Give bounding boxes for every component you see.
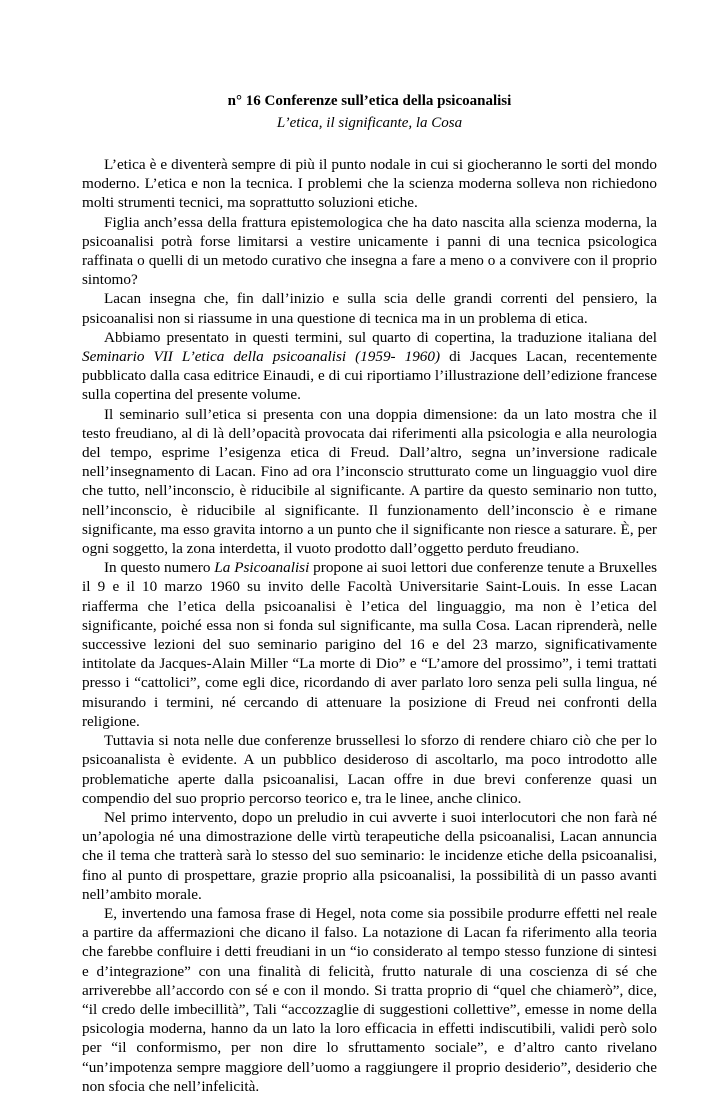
- paragraph-text: Nel primo intervento, dopo un preludio in cui avverte i suoi interlocutori che non farà né un’apologia né una dimostrazione delle virtù terapeutiche della psicoanalisi, Lacan annuncia che il tema che tratterà sarà lo stesso del suo seminario: le incidenze etiche della psicoanalisi, fino al punto di prospettare, grazie proprio alla psicoanalisi, la possibilità di un passo avanti nell’ambito morale.: [82, 808, 657, 903]
- body-paragraph: [82, 731, 657, 808]
- body-paragraph: [82, 213, 657, 290]
- paragraph-text: Figlia anch’essa della frattura epistemologica che ha dato nascita alla scienza moderna, la psicoanalisi potrà forse limitarsi a vestire unicamente i panni di una tecnica psicologica raffinata o quelli di un metodo curativo che insegna a fare a meno o a convivere con il proprio sintomo?: [82, 213, 657, 289]
- body-paragraph: [82, 558, 657, 731]
- document-heading: n° 16 Conferenze sull’etica della psicoanalisi: [227, 93, 512, 109]
- paragraph-text: di Jacques Lacan, recentemente pubblicato dalla casa editrice Einaudi, e di cui riportiamo l’illustrazione dell’edizione francese sulla copertina del presente volume.: [82, 348, 657, 404]
- paragraph-text: propone ai suoi lettori due conferenze tenute a Bruxelles il 9 e il 10 marzo 1960 su invito delle Facoltà Universitarie Saint-Louis. In esse Lacan riafferma che l’etica della psicoanalisi è l’etica del linguaggio, ma non è l’etica del significante, poiché essa non si fonda sul significante, ma sulla Cosa. Lacan riprenderà, nelle successive lezioni del suo seminario parigino del 16 e del 23 marzo, significativamente intitolate da Jacques-Alain Miller “La morte di Dio” e “L’amore del prossimo”, i temi trattati presso i “cattolici”, come egli dice, ricordando di aver parlato loro senza peli sulla lingua, né misurando i termini, né cercando di attenuare la posizione di Freud nei confronti della religione.: [82, 559, 657, 730]
- paragraph-text: E, invertendo una famosa frase di Hegel, nota come sia possibile produrre effetti nel reale a partire da affermazioni che dicano il falso. La notazione di Lacan fa riferimento alla teoria che farebbe confluire i detti freudiani in un “io considerato al tempo stesso funzione di sintesi e d’integrazione” con una finalità di felicità, frutto naturale di una coscienza di sé che arriverebbe all’accordo con sé e con il mondo. Si tratta proprio di “quel che chiamerò”, dice, “il credo delle imbecillità”, Tali “accozzaglie di suggestioni collettive”, emesse in nome della psicologia moderna, hanno da un lato la loro efficacia in effetti indiscutibili, validi però solo per “il conformismo, per non dire lo sfruttamento sociale”, e d’altro canto rivelano “un’impotenza sempre maggiore dell’uomo a raggiungere il proprio desiderio”, desiderio che non sfocia che nell’infelicità.: [82, 904, 657, 1095]
- body-paragraph: [82, 808, 657, 904]
- body-paragraph: [82, 405, 657, 559]
- document-body: [82, 155, 657, 1096]
- paragraph-text: In questo numero: [104, 559, 215, 577]
- paragraph-text: Il seminario sull’etica si presenta con una doppia dimensione: da un lato mostra che il testo freudiano, al di là dell’opacità provocata dai riferimenti alla psicologia e alla neurologia del tempo, esprime l’esigenza etica di Freud. Dall’altro, segna un’inversione radicale nell’insegnamento di Lacan. Fino ad ora l’inconscio strutturato come un linguaggio vuol dire che tutto, nell’inconscio, è riducibile al significante. A partire da questo seminario non tutto, nell’inconscio, è riducibile al significante. Il funzionamento dell’inconscio è e rimane significante, ma esso gravita intorno a un punto che il significante non riesce a saturare. È, per ogni soggetto, la zona interdetta, il vuoto prodotto dall’oggetto perduto freudiano.: [82, 405, 657, 558]
- body-paragraph: [82, 904, 657, 1096]
- paragraph-text: Tuttavia si nota nelle due conferenze brussellesi lo sforzo di rendere chiaro ciò che per lo psicoanalista è evidente. A un pubblico desideroso di ascoltarlo, ma poco introdotto alle problematiche aperte dalla psicoanalisi, Lacan offre in due brevi conferenze quasi un compendio del suo proprio percorso teorico e, tra le linee, anche clinico.: [82, 732, 657, 807]
- paragraph-text: L’etica è e diventerà sempre di più il punto nodale in cui si giocheranno le sorti del mondo moderno. L’etica e non la tecnica. I problemi che la scienza moderna solleva non richiedono molti strumenti tecnici, ma soprattutto soluzioni etiche.: [82, 156, 657, 212]
- paragraph-text: Lacan insegna che, fin dall’inizio e sulla scia delle grandi correnti del pensiero, la psicoanalisi non si riassume in una questione di tecnica ma in un problema di etica.: [82, 290, 657, 327]
- italic-title: La Psicoanalisi: [214, 559, 310, 577]
- body-paragraph: [82, 289, 657, 327]
- paragraph-text: Abbiamo presentato in questi termini, sul quarto di copertina, la traduzione italiana del: [104, 328, 657, 346]
- document-subheading: L’etica, il significante, la Cosa: [276, 115, 463, 131]
- body-paragraph: [82, 328, 657, 405]
- body-paragraph: [82, 155, 657, 213]
- italic-title: Seminario VII L’etica della psicoanalisi (1959- 1960): [82, 348, 441, 366]
